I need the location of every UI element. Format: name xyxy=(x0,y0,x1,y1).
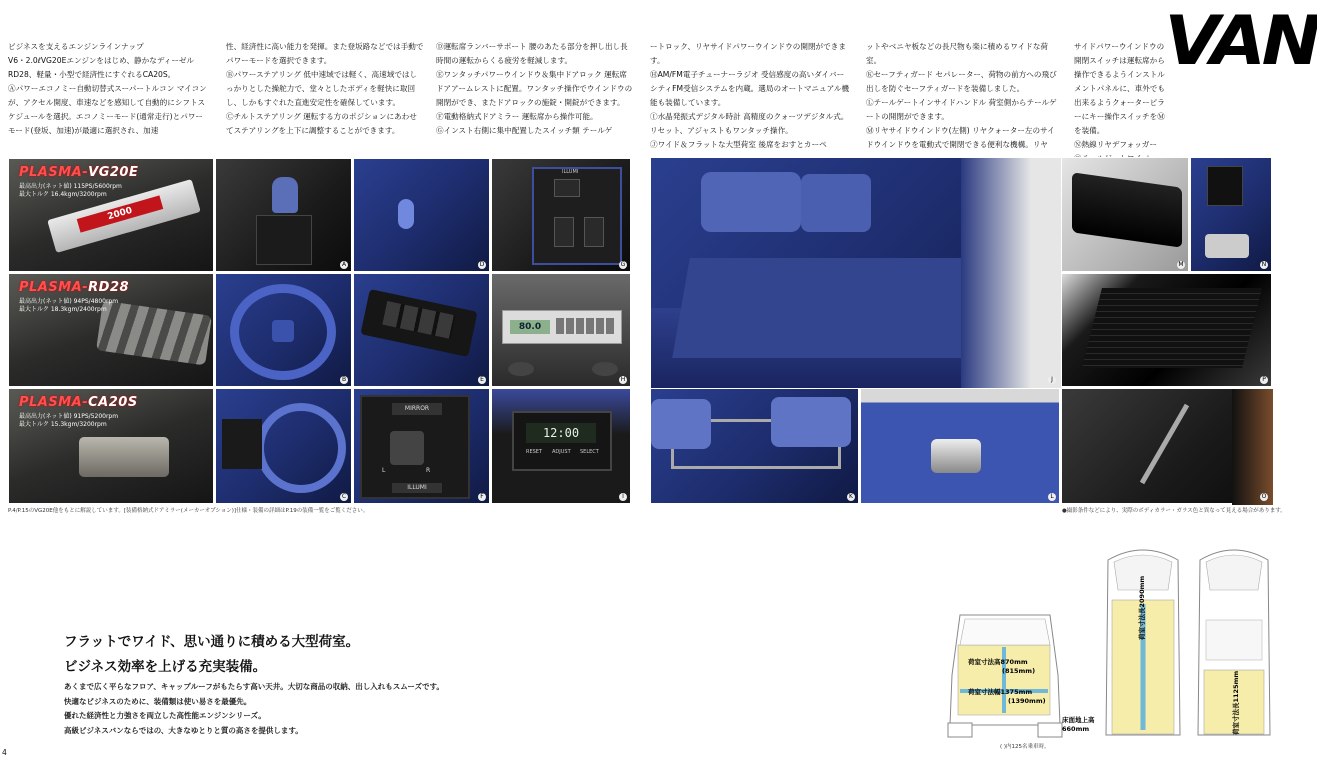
photo-g-switch-panel xyxy=(491,158,631,272)
engine-photo-ca20s xyxy=(8,388,214,504)
spec-power-label: 最高出力(ネット値) xyxy=(19,413,72,420)
intro-column: ビジネスを支えるエンジンラインナップ V6・2.0ℓVG20Eエンジンをはじめ、静かなディーゼルRD28、軽量・小型で経済性にすぐれるCA20S。 Ⓐパワーエコノミー自動切替式スーパートルコン マイコンが、アクセル開度、車速などを感知して自動的にシフトスケジュールを選択。エコノミーモード(通常走行)とパワーモード(登坂、加速)が最適に選択され、加速 xyxy=(8,42,207,135)
spec-torque-label: 最大トルク xyxy=(19,306,49,313)
height-paren: (815mm) xyxy=(1002,667,1036,675)
photo-label: D xyxy=(479,261,485,268)
engine-prefix: PLASMA- xyxy=(19,280,89,295)
photo-i-digital-clock xyxy=(491,388,631,504)
cargo-width-label xyxy=(968,688,1046,706)
illumi-label-g: ILLUMI xyxy=(562,169,579,175)
photo-l-tailgate-handle xyxy=(860,388,1060,504)
photo-c-tilt-steering xyxy=(215,388,352,504)
photo-b-steering-wheel xyxy=(215,273,352,387)
engine-name-ca20s xyxy=(19,395,138,410)
engine-spec-rd28 xyxy=(19,298,118,314)
floor-height-label xyxy=(1062,716,1095,734)
cargo-length2-label: 荷室寸法長1125mm xyxy=(1232,670,1240,735)
radio-display: 80.0 xyxy=(510,320,550,334)
engine-name-vg20e xyxy=(19,165,138,180)
photo-label: H xyxy=(620,376,626,383)
photo-label: E xyxy=(478,376,486,384)
photo-f-mirror-switch xyxy=(353,388,490,504)
engine-block-label: 2000 xyxy=(77,195,164,232)
photo-d-lumbar-support xyxy=(353,158,490,272)
clock-display: 12:00 xyxy=(526,423,596,443)
spec-torque-label: 最大トルク xyxy=(19,191,49,198)
feature-column-6: サイドパワーウインドウの開閉スイッチは運転席から操作できるようインストルメントパネルに、車外でも出来るようクォーターピラーにキー操作スイッチをⓂを装備。 Ⓝ熱線リヤデフォッガー xyxy=(1074,42,1165,149)
photo-label: N xyxy=(1261,261,1267,268)
mirror-r-label: R xyxy=(426,467,431,474)
height-value: 荷室寸法高870mm xyxy=(968,658,1028,666)
floor-label: 床面地上高 xyxy=(1062,716,1095,724)
photo-label: I xyxy=(619,493,627,501)
photo-j-cargo-area xyxy=(650,157,1060,387)
engine-photo-rd28 xyxy=(8,273,214,387)
spec-power-label: 最高出力(ネット値) xyxy=(19,298,72,305)
photo-p-rear-defogger xyxy=(1061,273,1272,387)
illumi-label: ILLUMI xyxy=(392,483,442,493)
width-value: 荷室寸法幅1375mm xyxy=(968,688,1033,696)
engine-model: CA20S xyxy=(88,395,138,410)
mirror-label: MIRROR xyxy=(392,403,442,415)
headline: フラットでワイド、思い通りに積める大型荷室。 ビジネス効率を上げる充実装備。 xyxy=(64,634,360,675)
photo-label: L xyxy=(1048,493,1056,501)
clock-select: SELECT xyxy=(580,449,599,455)
page-number: 4 xyxy=(2,748,7,757)
feature-column-5: ットやベニヤ板などの長尺物も楽に積めるワイドな荷室。 Ⓚセーフティガード セパレーター、荷物の前方への飛び出しを防ぐセーフティガードを装備しました。 Ⓛテールゲートインサイドハンドル 荷室側からテールゲートの開閉ができます。 Ⓜリヤサイドウインドウ(左側) リヤクォーター左のサイドウインドウを電動式で開閉できる便利な機構。リヤ xyxy=(866,42,1057,149)
photo-label: F xyxy=(478,493,486,501)
spec-power: 94PS/4800rpm xyxy=(73,298,119,305)
photo-label: A xyxy=(341,261,347,268)
photo-label: B xyxy=(341,376,347,383)
clock-adjust: ADJUST xyxy=(552,449,571,455)
engine-prefix: PLASMA- xyxy=(19,165,89,180)
spec-power: 115PS/5600rpm xyxy=(73,183,122,190)
photo-label: G xyxy=(620,261,626,268)
photo-a-shift-lever xyxy=(215,158,352,272)
engine-name-rd28 xyxy=(19,280,129,295)
photo-label: O xyxy=(1261,493,1267,500)
photo-o-tailgate-wiper xyxy=(1061,388,1272,504)
cargo-height-label xyxy=(968,658,1035,676)
width-paren: (1390mm) xyxy=(1008,697,1046,705)
dimension-note: ( )内125名乗車時。 xyxy=(1000,744,1050,750)
photo-label: P xyxy=(1260,376,1268,384)
van-title: VAN xyxy=(1164,2,1317,81)
engine-prefix: PLASMA- xyxy=(19,395,89,410)
engine-spec-vg20e xyxy=(19,183,122,199)
photo-caption-left: P.4/P.15のVG20E他をもとに解説しています。[装備格納式ドアミラー(メーカーオプション)]仕様・装備の詳細はP.19の装備一覧をご覧ください。 xyxy=(8,508,369,514)
photo-k-safety-guard xyxy=(650,388,859,504)
spec-power-label: 最高出力(ネット値) xyxy=(19,183,72,190)
body-text: あくまで広く平らなフロア、キャップルーフがもたらす高い天井。大切な商品の収納、出し入れもスムーズです。 快適なビジネスのために、装備類は使い易さを最優先。 優れた経済性と力強さを両立した高性能エンジンシリーズ。 高級ビジネスバンならではの、大きなゆとりと質の高さを提供します。 xyxy=(64,682,444,735)
engine-photo-vg20e xyxy=(8,158,214,272)
spec-power: 91PS/5200rpm xyxy=(73,413,119,420)
engine-model: RD28 xyxy=(88,280,130,295)
spec-torque: 18.3kgm/2400rpm xyxy=(50,306,107,313)
photo-label: K xyxy=(847,493,855,501)
cargo-length-label: 荷室寸法長2090mm xyxy=(1138,575,1146,640)
engine-spec-ca20s xyxy=(19,413,118,429)
photo-label: M xyxy=(1178,261,1184,268)
mirror-l-label: L xyxy=(382,467,386,474)
photo-h-radio xyxy=(491,273,631,387)
engine-model: VG20E xyxy=(88,165,139,180)
feature-column-4: ートロック、リヤサイドパワーウインドウの開閉ができます。 ⒽAM/FM電子チューナーラジオ 受信感度の高いダイバーシティFM受信システムを内蔵。選局のオートマニュアル機能も装備しています。 Ⓘ水晶発振式デジタル時計 高精度のクォーツデジタル式。リセット、アジャストもワンタッチ操作。 Ⓙワイド＆フラットな大型荷室 後席をおすとカーペ xyxy=(650,42,850,149)
photo-n-defogger-switch xyxy=(1190,157,1272,272)
spec-torque: 16.4kgm/3200rpm xyxy=(50,191,107,198)
spec-torque: 15.3kgm/3200rpm xyxy=(50,421,107,428)
photo-label: C xyxy=(341,493,347,500)
spec-torque-label: 最大トルク xyxy=(19,421,49,428)
photo-m-rear-quarter-window xyxy=(1061,157,1189,272)
floor-value: 660mm xyxy=(1062,725,1090,733)
feature-column-2: 性、経済性に高い能力を発揮。また登坂路などでは手動でパワーモードを選択できます。 Ⓑパワーステアリング 低中速域では軽く、高速域ではしっかりとした操舵力で、堂々としたボディを軽快に取回し、しかもすぐれた直進安定性を確保しています。 Ⓒチルトステアリング 運転する方のポジションにあわせてステアリングを上下に調整することができます。 xyxy=(226,42,424,135)
photo-e-power-window-switch xyxy=(353,273,490,387)
photo-caption-right: ●撮影条件などにより、実際のボディカラー・ガラス色と異なって見える場合があります。 xyxy=(1062,508,1286,514)
feature-column-3: Ⓓ運転席ランバーサポート 腰のあたる部分を押し出し長時間の運転からくる疲労を軽減します。 Ⓔワンタッチパワーウインドウ＆集中ドアロック 運転席ドアアームレストに配置。ワンタッチ操作でウインドウの開閉ができ、またドアロックの施錠・開錠ができます。 Ⓕ電動格納式ドアミラー 運転席から操作可能。 Ⓖインスト右側に集中配置したスイッチ類 テールゲ xyxy=(436,42,633,135)
photo-label: J xyxy=(1048,376,1056,384)
clock-reset: RESET xyxy=(526,449,543,455)
